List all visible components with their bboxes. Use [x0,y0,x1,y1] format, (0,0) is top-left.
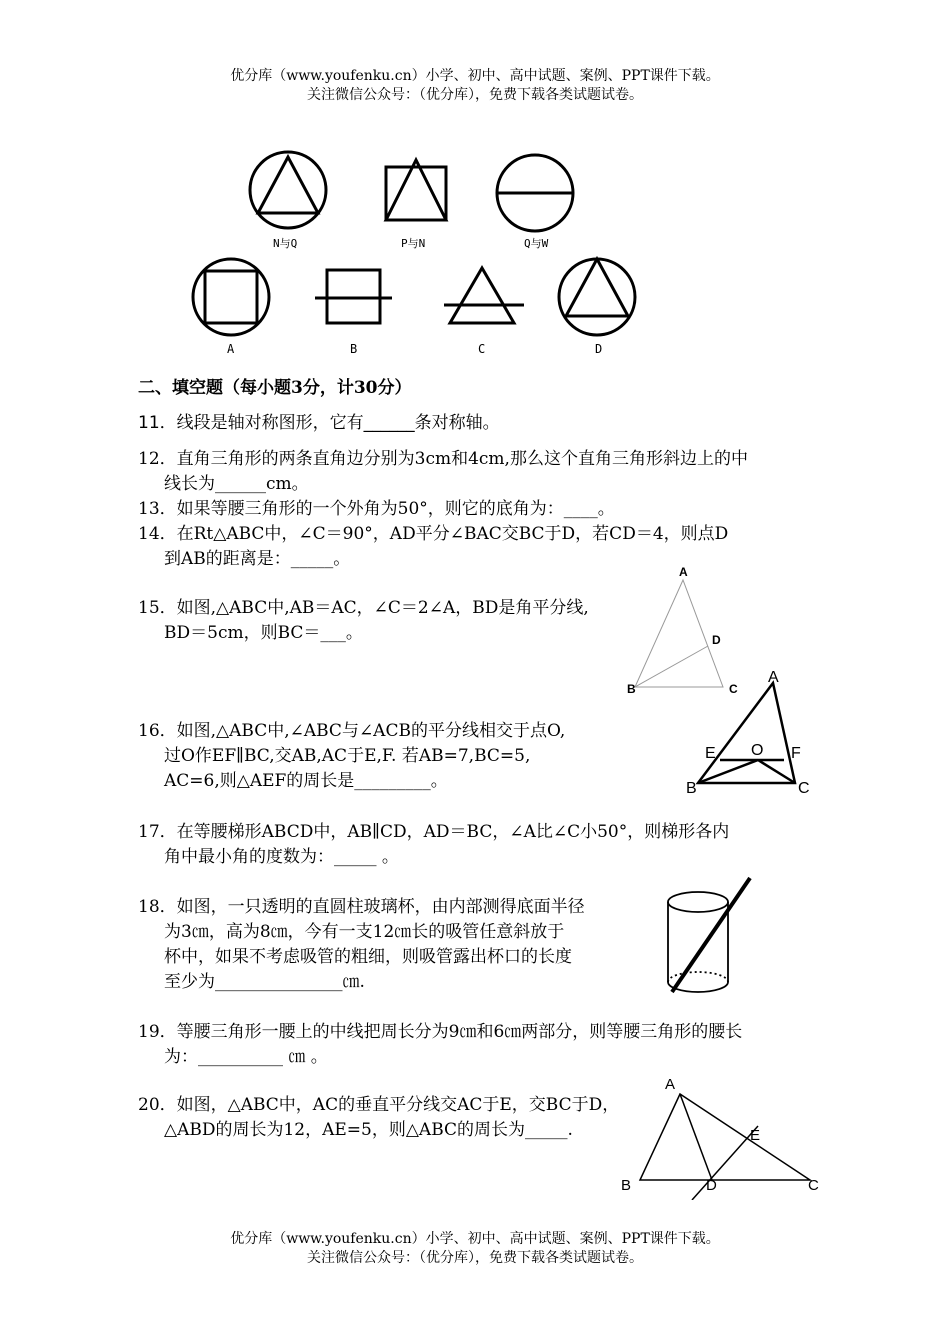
label-q-w: Q与W [524,237,549,250]
figure-square-triangle-top [386,160,446,220]
fig15-label-d: D [712,633,721,647]
label-choice-d: D [595,342,603,356]
fig20-label-a: A [665,1076,676,1093]
figure-20-triangle [610,1070,830,1200]
fig15-label-a: A [679,565,688,579]
figure-choice-b [315,270,392,323]
fig20-label-b: B [621,1177,632,1194]
q16-line-2: 过O作EF∥BC,交AB,AC于E,F. 若AB=7,BC=5, [164,746,531,766]
section-title: 二、填空题（每小题3分，计30分） [138,378,412,398]
q19-line-1: 19．等腰三角形一腰上的中线把周长分为9㎝和6㎝两部分，则等腰三角形的腰长 [138,1022,743,1042]
label-n-q: N与Q [273,237,298,250]
q12-line-2: 线长为______cm。 [164,474,309,494]
figure-18-cylinder [660,872,760,1000]
q15-line-2: BD＝5cm，则BC＝___。 [164,623,363,643]
q18-line-3: 杯中，如果不考虑吸管的粗细，则吸管露出杯口的长度 [164,947,572,967]
q18-line-4: 至少为_______________㎝. [164,972,365,992]
figure-circle-triangle-top [250,152,326,228]
header-line-1: 优分库（www.youfenku.cn）小学、初中、高中试题、案例、PPT课件下载。 [230,68,720,84]
label-choice-a: A [227,342,235,356]
q13-line-1: 13．如果等腰三角形的一个外角为50°，则它的底角为：____。 [138,499,615,519]
q16-line-3: AC=6,则△AEF的周长是_________。 [164,771,448,791]
symmetry-figures [0,140,950,370]
fig15-label-b: B [627,682,636,696]
label-choice-c: C [478,342,486,356]
fig20-label-e: E [750,1127,761,1144]
q11-line-1: 11．线段是轴对称图形，它有______条对称轴。 [138,413,500,433]
q17-line-1: 17．在等腰梯形ABCD中，AB∥CD，AD＝BC，∠A比∠C小50°，则梯形各内 [138,822,730,842]
label-p-n: P与N [401,237,426,250]
q12-line-1: 12．直角三角形的两条直角边分别为3cm和4cm,那么这个直角三角形斜边上的中 [138,449,748,469]
figure-choice-d [559,259,635,335]
footer-line-2: 关注微信公众号：（优分库），免费下载各类试题试卷。 [307,1250,643,1266]
fig16-label-a: A [768,669,779,686]
q18-line-1: 18．如图，一只透明的直圆柱玻璃杯，由内部测得底面半径 [138,897,585,917]
q15-line-1: 15．如图,△ABC中,AB＝AC，∠C＝2∠A，BD是角平分线, [138,598,589,618]
q14-line-2: 到AB的距离是：_____。 [164,549,351,569]
fig16-label-o: O [751,742,764,759]
figure-16-triangle [680,665,820,800]
fig16-label-f: F [791,745,801,762]
header-line-2: 关注微信公众号：（优分库），免费下载各类试题试卷。 [307,87,643,103]
fig16-label-c: C [798,780,810,797]
fig15-label-c: C [729,682,738,696]
q17-line-2: 角中最小角的度数为：_____ 。 [164,847,399,867]
question-15 [138,596,589,646]
fig16-label-e: E [705,745,716,762]
q14-line-1: 14．在Rt△ABC中，∠C＝90°，AD平分∠BAC交BC于D，若CD＝4，则点D [138,524,729,544]
question-20 [138,1093,619,1143]
q18-line-2: 为3㎝，高为8㎝，今有一支12㎝长的吸管任意斜放于 [164,922,565,942]
fig16-label-b: B [686,780,697,797]
question-13 [138,497,615,522]
question-19 [138,1020,742,1070]
fig20-label-c: C [808,1177,819,1194]
q19-line-2: 为：__________ ㎝ 。 [164,1047,328,1067]
question-11 [138,411,500,436]
figure-choice-c [444,268,524,323]
q20-line-2: △ABD的周长为12，AE=5，则△ABC的周长为_____. [164,1120,573,1140]
label-choice-b: B [350,342,358,356]
footer-line-1: 优分库（www.youfenku.cn）小学、初中、高中试题、案例、PPT课件下载。 [230,1231,720,1247]
figure-circle-diameter-top [497,155,573,231]
question-18 [138,895,585,995]
figure-choice-a [193,259,269,335]
question-17 [138,820,729,870]
question-16 [138,719,565,794]
question-12 [138,447,748,497]
q20-line-1: 20．如图，△ABC中，AC的垂直平分线交AC于E，交BC于D， [138,1095,620,1115]
q16-line-1: 16．如图,△ABC中,∠ABC与∠ACB的平分线相交于点O, [138,721,566,741]
fig20-label-d: D [706,1177,717,1194]
